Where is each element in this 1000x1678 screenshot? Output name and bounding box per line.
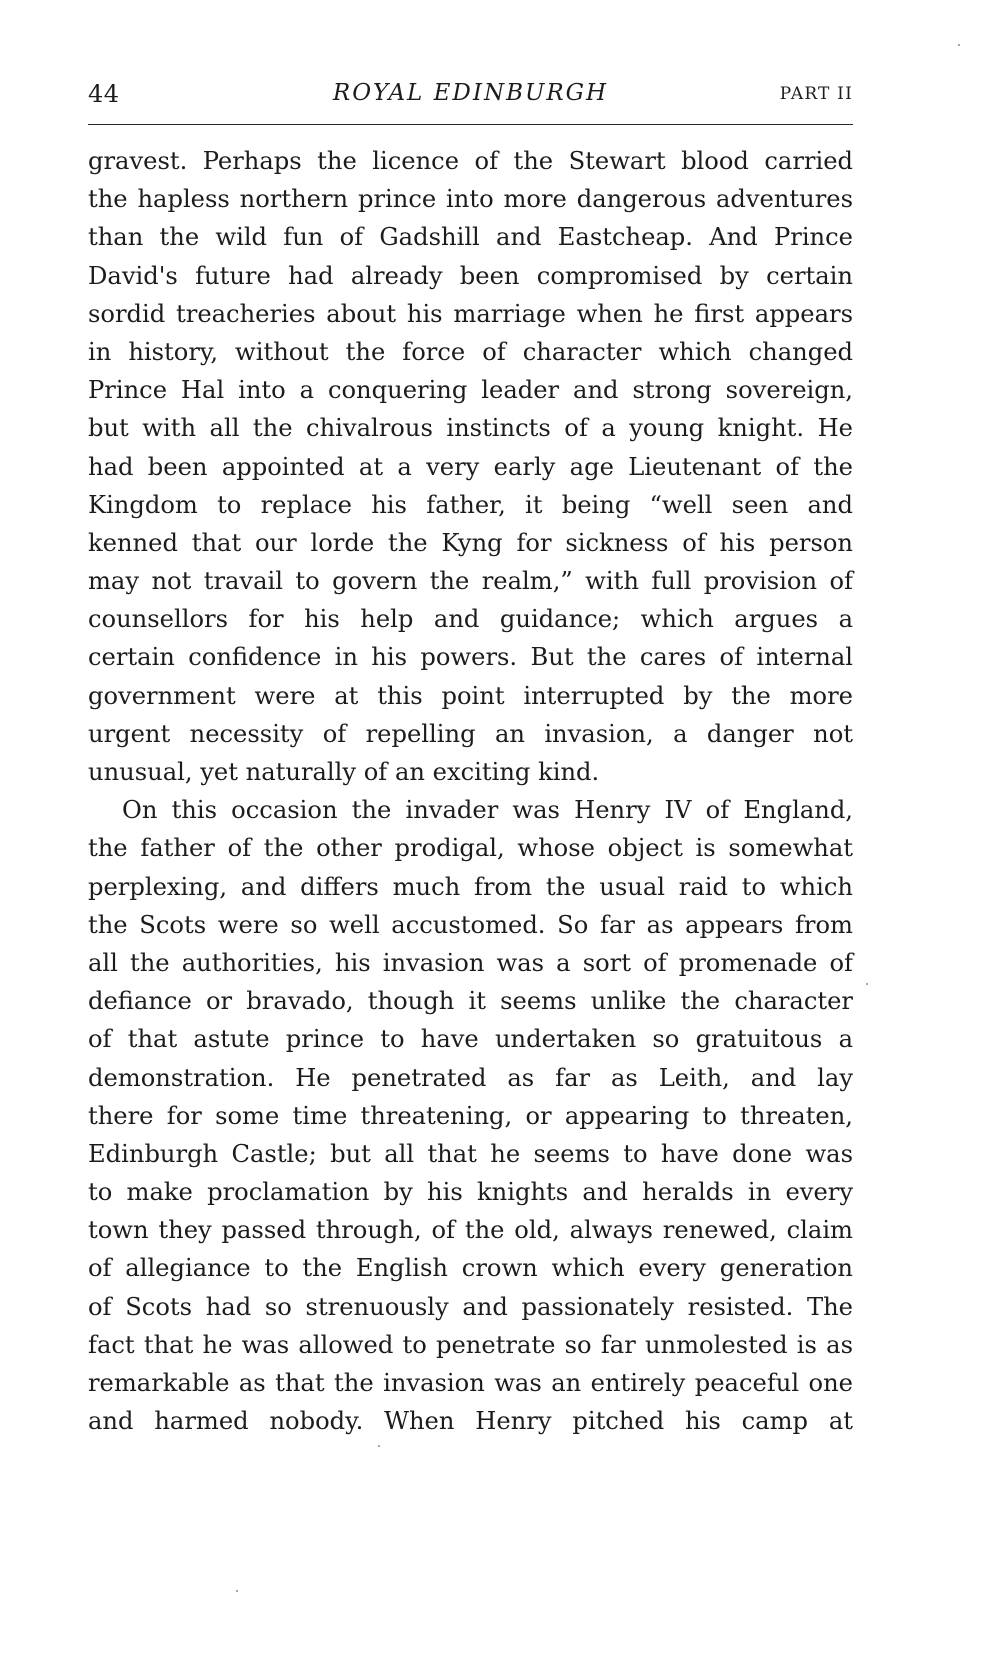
scan-speck	[236, 1590, 238, 1592]
text-line: there for some time threatening, or appearing to threaten,	[88, 1101, 853, 1130]
text-line: remarkable as that the invasion was an entirely peaceful one	[88, 1369, 853, 1397]
text-line: and harmed nobody. When Henry pitched his camp at	[88, 1407, 853, 1436]
scan-speck	[866, 983, 868, 985]
header-rule	[88, 124, 853, 125]
text-line: all the authorities, his invasion was a sort of promenade of	[88, 948, 853, 977]
text-line: of Scots had so strenuously and passionately resisted. The	[88, 1292, 853, 1321]
text-line: gravest. Perhaps the licence of the Stewart blood carried	[88, 147, 853, 175]
text-line: to make proclamation by his knights and heralds in every	[88, 1178, 853, 1207]
text-line: town they passed through, of the old, always renewed, claim	[88, 1216, 853, 1245]
text-line: government were at this point interrupted by the more	[88, 681, 853, 710]
text-line: in history, without the force of character which changed	[88, 337, 853, 366]
part-label: PART II	[779, 84, 853, 104]
text-line: had been appointed at a very early age Lieutenant of the	[88, 452, 853, 481]
text-line: of that astute prince to have undertaken so gratuitous a	[88, 1025, 853, 1054]
text-line: Kingdom to replace his father, it being “well seen and	[88, 490, 853, 519]
text-line: Edinburgh Castle; but all that he seems to have done was	[88, 1139, 853, 1168]
body-text	[88, 142, 853, 1440]
text-line-paragraph-end: unusual, yet naturally of an exciting kind.	[88, 758, 600, 786]
text-line: than the wild fun of Gadshill and Eastcheap. And Prince	[88, 223, 853, 252]
text-line: sordid treacheries about his marriage when he first appears	[88, 299, 853, 328]
text-line: kenned that our lorde the Kyng for sickness of his person	[88, 528, 853, 557]
text-line: Prince Hal into a conquering leader and strong sovereign,	[88, 376, 853, 405]
text-line: certain confidence in his powers. But the cares of internal	[88, 643, 853, 672]
text-line-paragraph-start: On this occasion the invader was Henry IV of England,	[122, 796, 853, 825]
text-line: urgent necessity of repelling an invasion, a danger not	[88, 719, 853, 748]
text-line: fact that he was allowed to penetrate so far unmolested is as	[88, 1330, 853, 1359]
text-line: the hapless northern prince into more dangerous adventures	[88, 185, 853, 214]
page-number: 44	[88, 80, 120, 108]
text-line: perplexing, and differs much from the usual raid to which	[88, 872, 853, 901]
text-line: counsellors for his help and guidance; which argues a	[88, 605, 853, 634]
scan-speck	[378, 1445, 380, 1447]
scan-speck	[958, 44, 960, 46]
text-line: the father of the other prodigal, whose object is somewhat	[88, 834, 853, 863]
text-line: David's future had already been compromised by certain	[88, 261, 853, 290]
text-line: demonstration. He penetrated as far as Leith, and lay	[88, 1063, 853, 1092]
running-title: ROYAL EDINBURGH	[332, 80, 609, 106]
text-line: the Scots were so well accustomed. So far as appears from	[88, 910, 853, 939]
text-line: may not travail to govern the realm,” with full provision of	[88, 567, 853, 596]
page-header	[88, 80, 853, 120]
text-line: defiance or bravado, though it seems unlike the character	[88, 987, 853, 1016]
text-line: but with all the chivalrous instincts of a young knight. He	[88, 414, 853, 443]
text-line: of allegiance to the English crown which every generation	[88, 1254, 853, 1283]
